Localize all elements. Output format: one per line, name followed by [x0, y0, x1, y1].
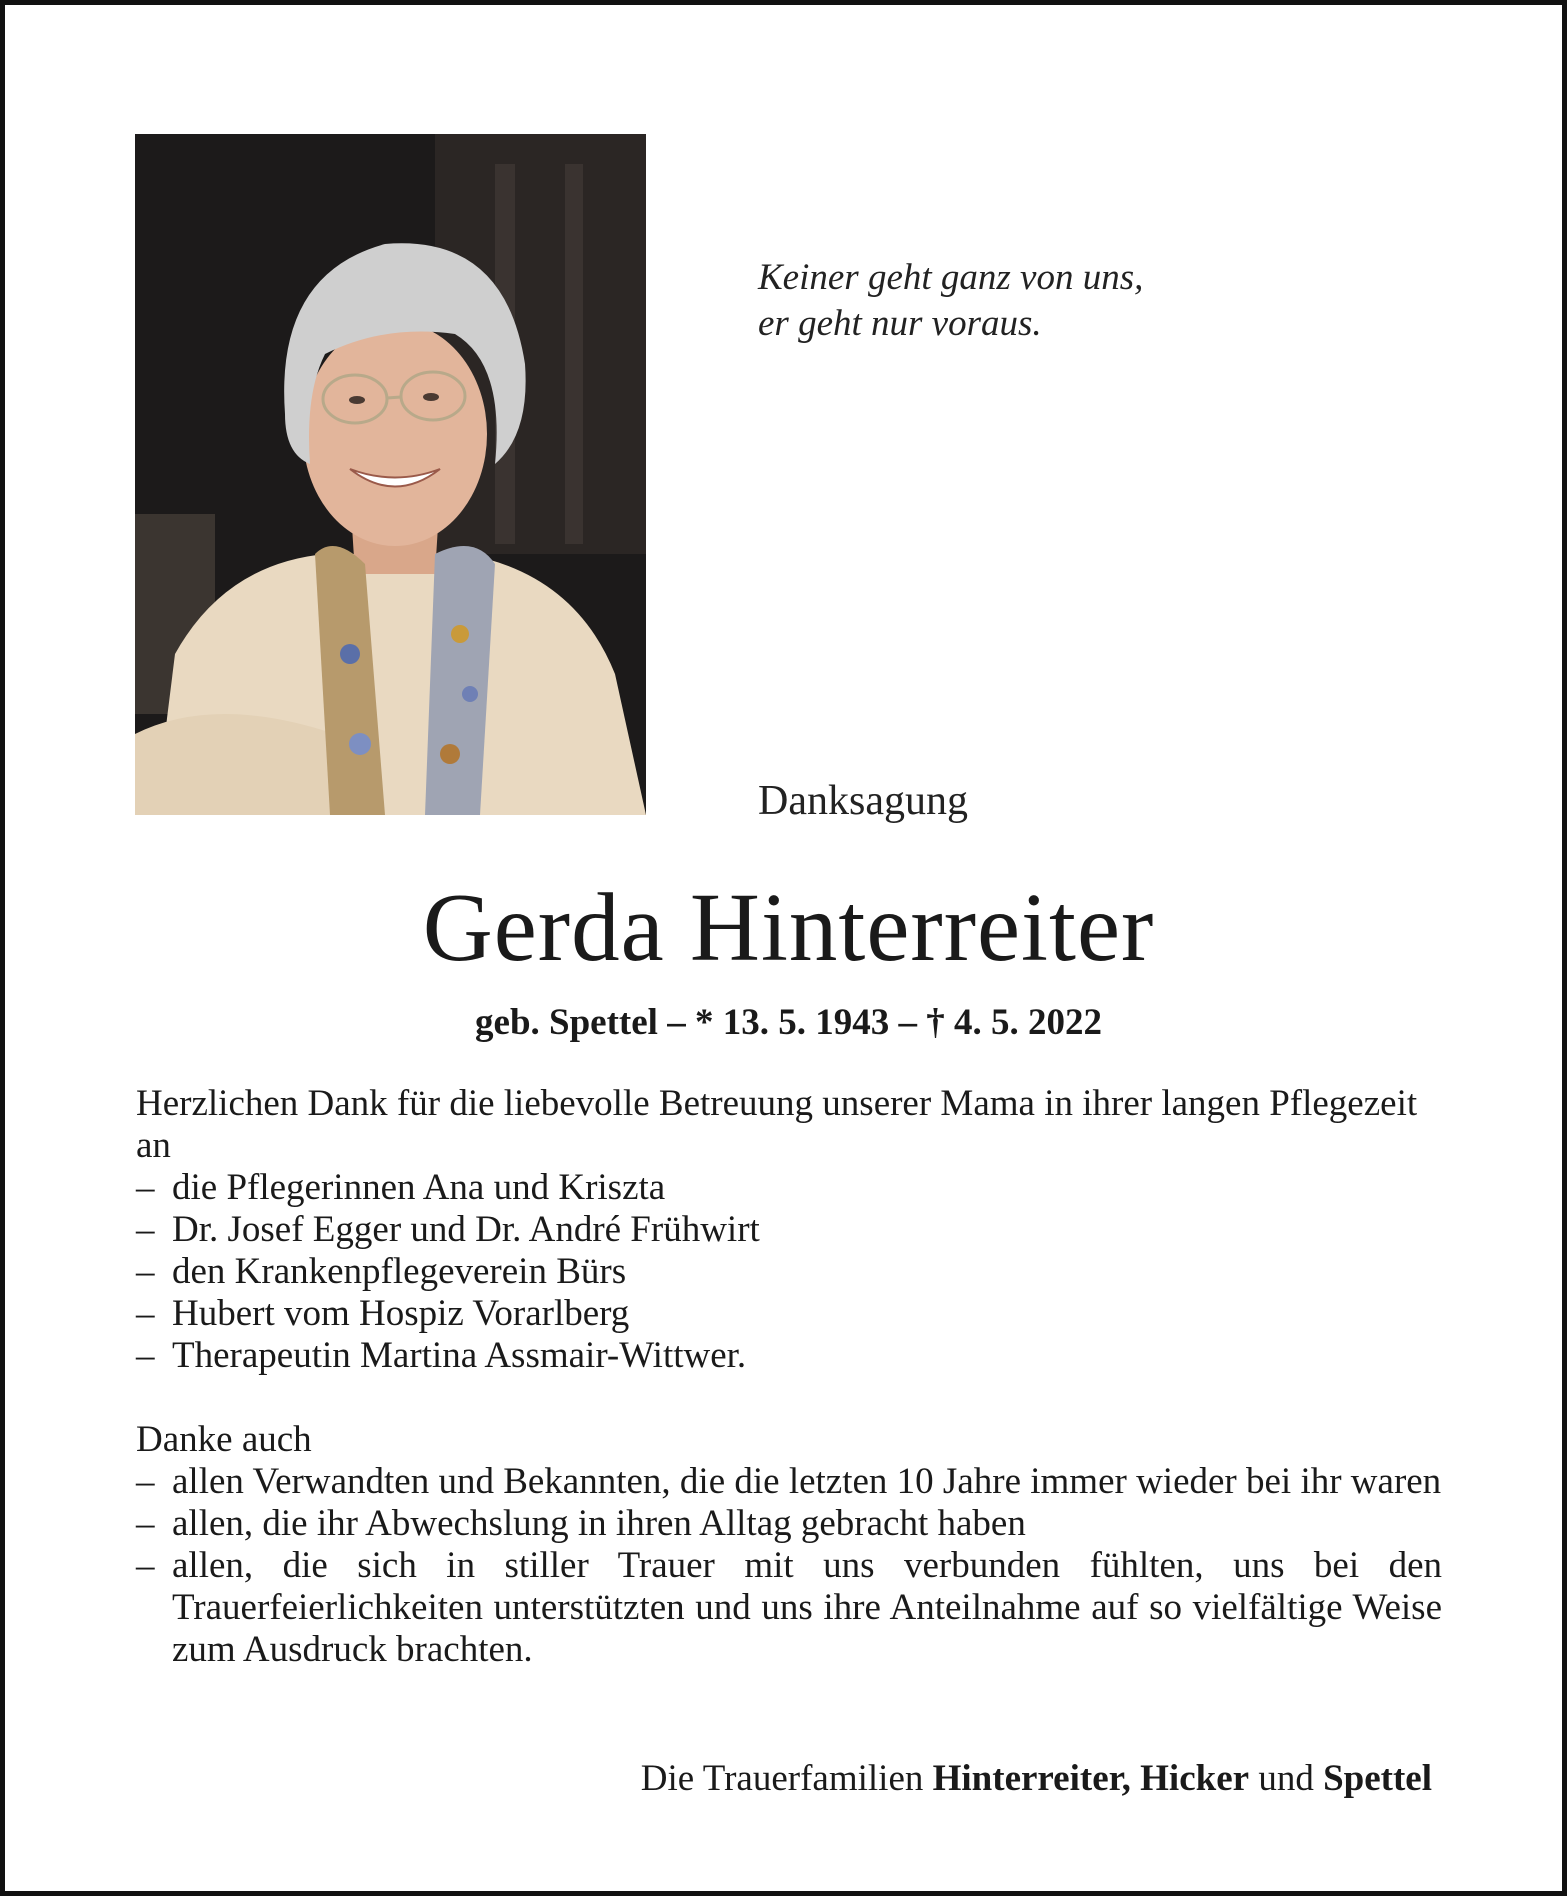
portrait-photo	[135, 134, 646, 815]
dash-mark: –	[136, 1335, 155, 1376]
heading-danksagung: Danksagung	[758, 778, 968, 824]
list-item-text: den Krankenpflegeverein Bürs	[172, 1251, 627, 1292]
dash-mark: –	[136, 1503, 155, 1544]
list-item-text: allen, die ihr Abwechslung in ihren Alltag gebracht haben	[172, 1503, 1026, 1544]
list-item-text: Hubert vom Hospiz Vorarlberg	[172, 1293, 630, 1334]
list-item	[136, 1461, 1442, 1503]
list-item	[136, 1251, 1442, 1293]
motto-quote	[758, 255, 1143, 347]
list-item-text: allen Verwandten und Bekannten, die die letzten 10 Jahre immer wieder bei ihr waren	[172, 1461, 1442, 1502]
list-item-text: die Pflegerinnen Ana und Kriszta	[172, 1167, 666, 1208]
family-prefix: Die Trauerfamilien	[640, 1758, 924, 1799]
motto-line-2: er geht nur voraus.	[758, 303, 1042, 344]
danke-heading: Danke auch	[136, 1419, 312, 1460]
birth-death-dates: geb. Spettel – * 13. 5. 1943 – † 4. 5. 2022	[475, 1002, 1102, 1043]
dash-mark: –	[136, 1251, 155, 1292]
family-name-spettel: Spettel	[1323, 1758, 1432, 1799]
list-item	[136, 1167, 1442, 1209]
dash-mark: –	[136, 1545, 155, 1586]
list-item-text: Therapeutin Martina Assmair-Wittwer.	[172, 1335, 747, 1376]
motto-line-1: Keiner geht ganz von uns,	[758, 257, 1144, 298]
family-signature	[641, 1757, 1432, 1800]
list-item	[136, 1503, 1442, 1545]
list-item-text: allen, die sich in stiller Trauer mit uns verbunden fühlten, uns bei den Trauerfeierlichkeiten unterstützten und uns ihre Anteilnahme auf so vielfältige Weise zum Ausdruck brachten.	[172, 1545, 1442, 1670]
care-list	[136, 1167, 1442, 1377]
list-item	[136, 1293, 1442, 1335]
list-item	[136, 1335, 1442, 1377]
danke-list	[136, 1461, 1442, 1671]
dash-mark: –	[136, 1167, 155, 1208]
intro-paragraph: Herzlichen Dank für die liebevolle Betreuung unserer Mama in ihrer langen Pflegezeit an	[136, 1083, 1418, 1166]
list-item	[136, 1209, 1442, 1251]
dash-mark: –	[136, 1461, 155, 1502]
family-name-hicker: Hicker	[1140, 1758, 1250, 1799]
family-conjunction: und	[1258, 1758, 1314, 1799]
list-item-text: Dr. Josef Egger und Dr. André Frühwirt	[172, 1209, 760, 1250]
paragraph-spacer	[136, 1377, 1442, 1419]
dash-mark: –	[136, 1209, 155, 1250]
family-name-hinterreiter: Hinterreiter,	[932, 1758, 1131, 1799]
deceased-name: Gerda Hinterreiter	[422, 874, 1155, 981]
list-item	[136, 1545, 1442, 1671]
thank-you-text	[136, 1083, 1442, 1671]
dash-mark: –	[136, 1293, 155, 1334]
